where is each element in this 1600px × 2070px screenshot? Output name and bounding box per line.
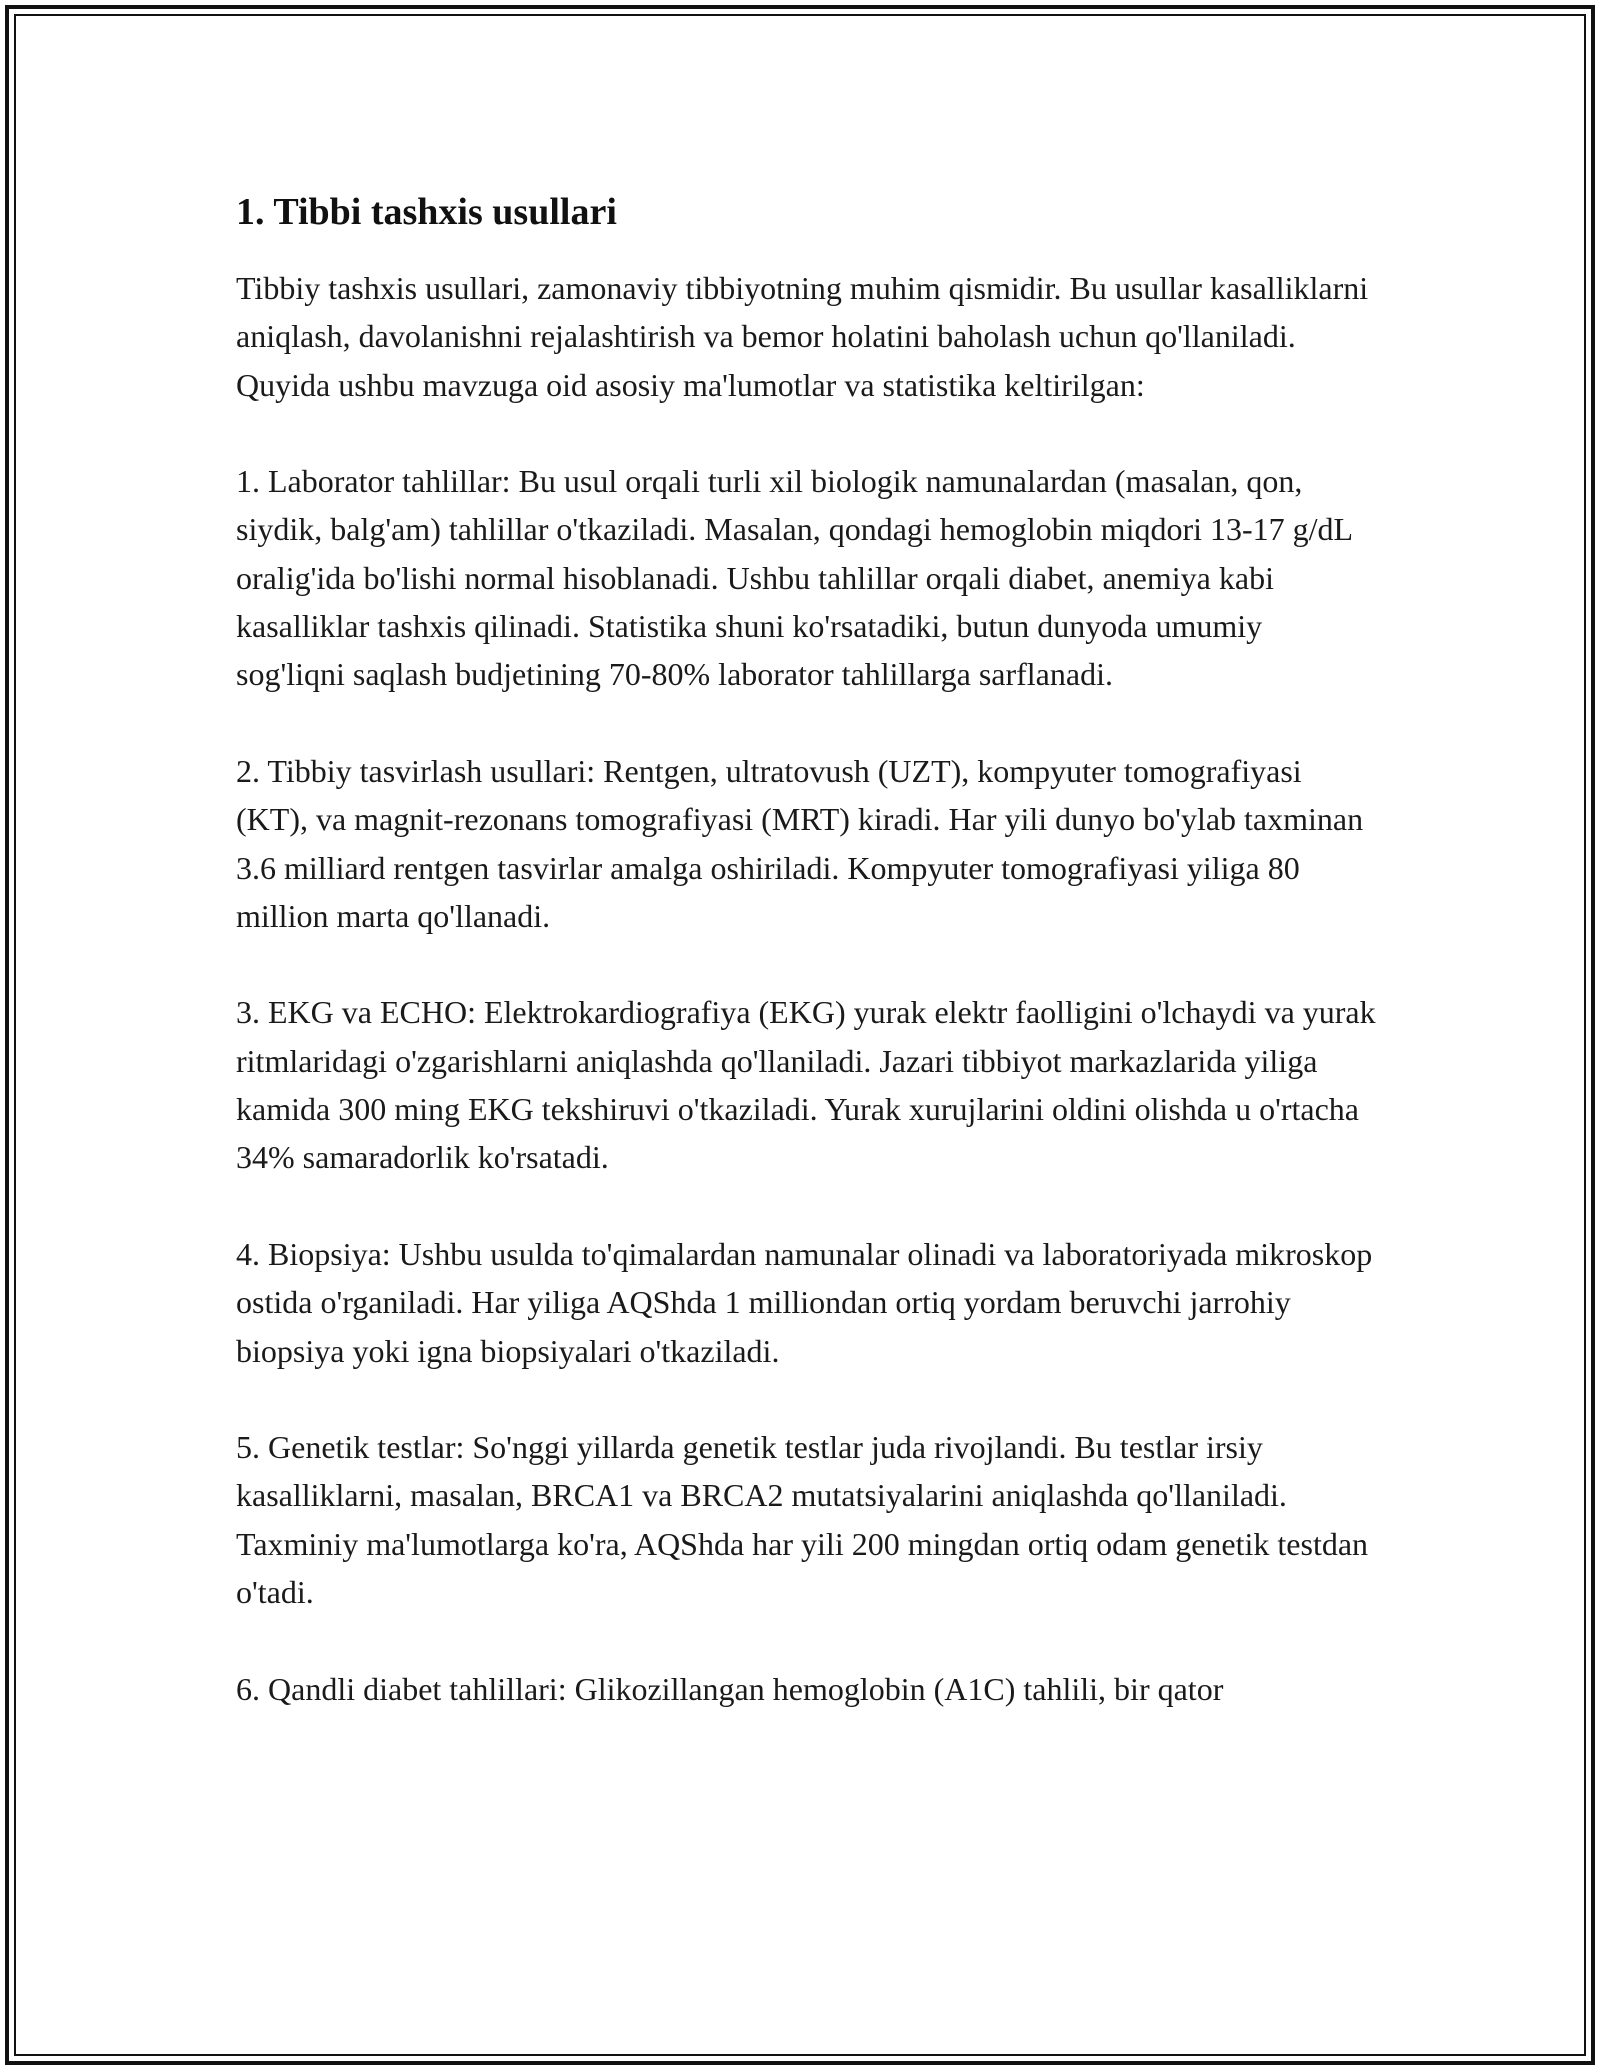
paragraph-biopsy: 4. Biopsiya: Ushbu usulda to'qimalardan namunalar olinadi va laboratoriyada mikroskop ostida o'rganiladi. Har yiliga AQShda 1 milliondan ortiq yordam beruvchi jarrohiy biopsiya yoki igna biopsiyalari o'tkaziladi. [236,1235,1373,1369]
paragraph-medical-imaging: 2. Tibbiy tasvirlash usullari: Rentgen, ultratovush (UZT), kompyuter tomografiyasi (KT), va magnit-rezonans tomografiyasi (MRT) kiradi. Har yili dunyo bo'ylab taxminan 3.6 milliard rentgen tasvirlar amalga oshiriladi. Kompyuter tomografiyasi yiliga 80 million marta qo'llanadi. [236,752,1364,934]
paragraph-laboratory-tests: 1. Laborator tahlillar: Bu usul orqali turli xil biologik namunalardan (masalan, qon, siydik, balg'am) tahlillar o'tkaziladi. Masalan, qondagi hemoglobin miqdori 13-17 g/dL oralig'ida bo'lishi normal hisoblanadi. Ushbu tahlillar orqali diabet, anemiya kabi kasalliklar tashxis qilinadi. Statistika shuni ko'rsatadiki, butun dunyoda umumiy sog'liqni saqlash budjetining 70-80% laborator tahlillarga sarflanadi. [236,463,1352,693]
paragraph-intro: Tibbiy tashxis usullari, zamonaviy tibbiyotning muhim qismidir. Bu usullar kasalliklarni aniqlash, davolanishni rejalashtirish va bemor holatini baholash uchun qo'llaniladi. Quyida ushbu mavzuga oid asosiy ma'lumotlar va statistika keltirilgan: [236,270,1369,403]
paragraph-ekg-echo: 3. EKG va ECHO: Elektrokardiografiya (EKG) yurak elektr faolligini o'lchaydi va yurak ritmlaridagi o'zgarishlarni aniqlashda qo'llaniladi. Jazari tibbiyot markazlarida yiliga kamida 300 ming EKG tekshiruvi o'tkaziladi. Yurak xurujlarini oldini olishda u o'rtacha 34% samaradorlik ko'rsatadi. [236,994,1376,1176]
paragraph-genetic-tests: 5. Genetik testlar: So'nggi yillarda genetik testlar juda rivojlandi. Bu testlar irsiy kasalliklarni, masalan, BRCA1 va BRCA2 mutatsiyalarini aniqlashda qo'llaniladi. Taxminiy ma'lumotlarga ko'ra, AQShda har yili 200 mingdan ortiq odam genetik testdan o'tadi. [236,1429,1369,1611]
paragraph-diabetes-tests: 6. Qandli diabet tahlillari: Glikozillangan hemoglobin (A1C) tahlili, bir qator [236,1670,1224,1707]
document-title: 1. Tibbi tashxis usullari [236,191,617,233]
document-body [236,186,1376,1713]
